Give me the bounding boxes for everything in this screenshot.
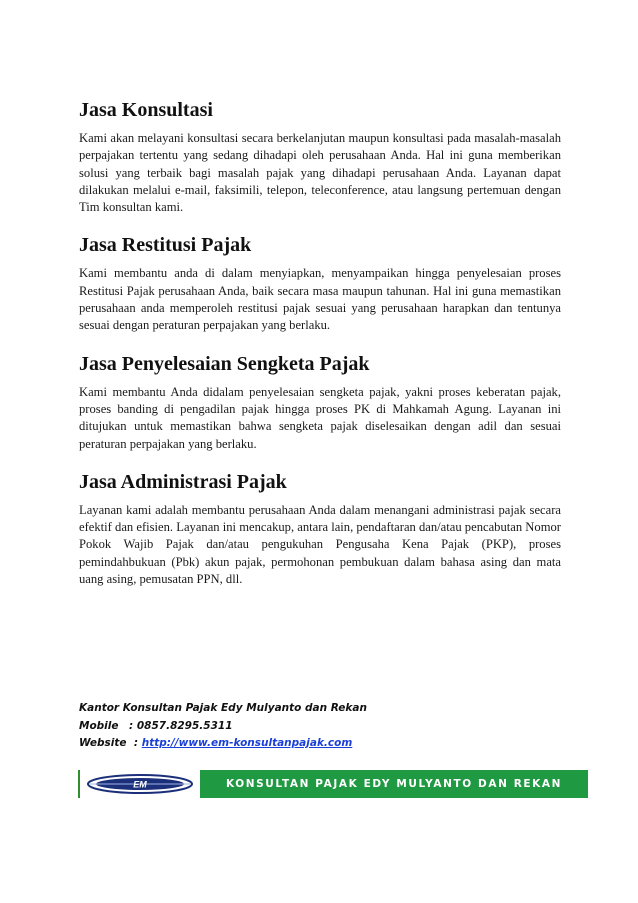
section-title: Jasa Administrasi Pajak	[79, 470, 287, 493]
section-title: Jasa Konsultasi	[79, 99, 213, 121]
section-restitusi	[79, 233, 561, 334]
section-body: Kami membantu anda di dalam menyiapkan, menyampaikan hingga penyelesaian proses Restitusi Pajak perusahaan Anda, baik secara masa maupun tahunan. Hal ini guna memastikan perusahaan anda memperoleh restitusi pajak sesuai yang perusahaan harapkan dan tentunya sesuai dengan peraturan perpajakan yang berlaku.	[79, 266, 561, 333]
section-body: Kami akan melayani konsultasi secara berkelanjutan maupun konsultasi pada masalah-masalah perpajakan tertentu yang sedang dihadapi oleh perusahaan Anda. Hal ini guna memberikan solusi yang terbaik bagi masalah pajak yang dihadapi perusahaan Anda. Layanan dapat dilakukan melalui e-mail, faksimili, telepon, teleconference, atau langsung pertemuan dengan Tim konsultan kami.	[79, 131, 561, 215]
section-body: Kami membantu Anda didalam penyelesaian sengketa pajak, yakni proses keberatan pajak, proses banding di pengadilan pajak hingga proses PK di Mahkamah Agung. Layanan ini ditujukan untuk memastikan bahwa sengketa pajak diselesaikan dengan adil dan sesuai peraturan perpajakan yang berlaku.	[79, 384, 561, 451]
mobile-line	[79, 718, 367, 736]
logo-text: EM	[133, 779, 147, 790]
section-title: Jasa Restitusi Pajak	[79, 234, 252, 257]
website-line	[79, 735, 367, 753]
mobile-value: : 0857.8295.5311	[129, 719, 233, 732]
company-name: Kantor Konsultan Pajak Edy Mulyanto dan Rekan	[79, 702, 367, 714]
section-title: Jasa Penyelesaian Sengketa Pajak	[79, 352, 370, 375]
company-logo	[78, 770, 200, 798]
section-administrasi	[79, 470, 561, 588]
section-sengketa	[79, 352, 561, 453]
em-logo-icon	[80, 770, 200, 798]
mobile-label: Mobile	[79, 719, 119, 732]
website-label: Website	[79, 737, 127, 749]
section-body: Layanan kami adalah membantu perusahaan Anda dalam menangani administrasi pajak secara efektif dan efisien. Layanan ini mencakup, antara lain, pendaftaran dan/atau pencabutan Nomor Pokok Wajib Pajak dan/atau pengukuhan Pengusaha Kena Pajak (PKP), proses pemindahbukuan (Pbk) akun pajak, permohonan pembukuan dalam bahasa asing dan mata uang asing, pemusatan PPN, dll.	[79, 502, 561, 587]
contact-footer	[79, 700, 367, 753]
document-content	[79, 98, 561, 605]
section-konsultasi	[79, 98, 561, 216]
website-separator: :	[133, 737, 139, 749]
banner-title: KONSULTAN PAJAK EDY MULYANTO DAN REKAN	[200, 770, 588, 798]
website-link[interactable]: http://www.em-konsultanpajak.com	[141, 737, 353, 749]
company-banner	[78, 770, 588, 798]
